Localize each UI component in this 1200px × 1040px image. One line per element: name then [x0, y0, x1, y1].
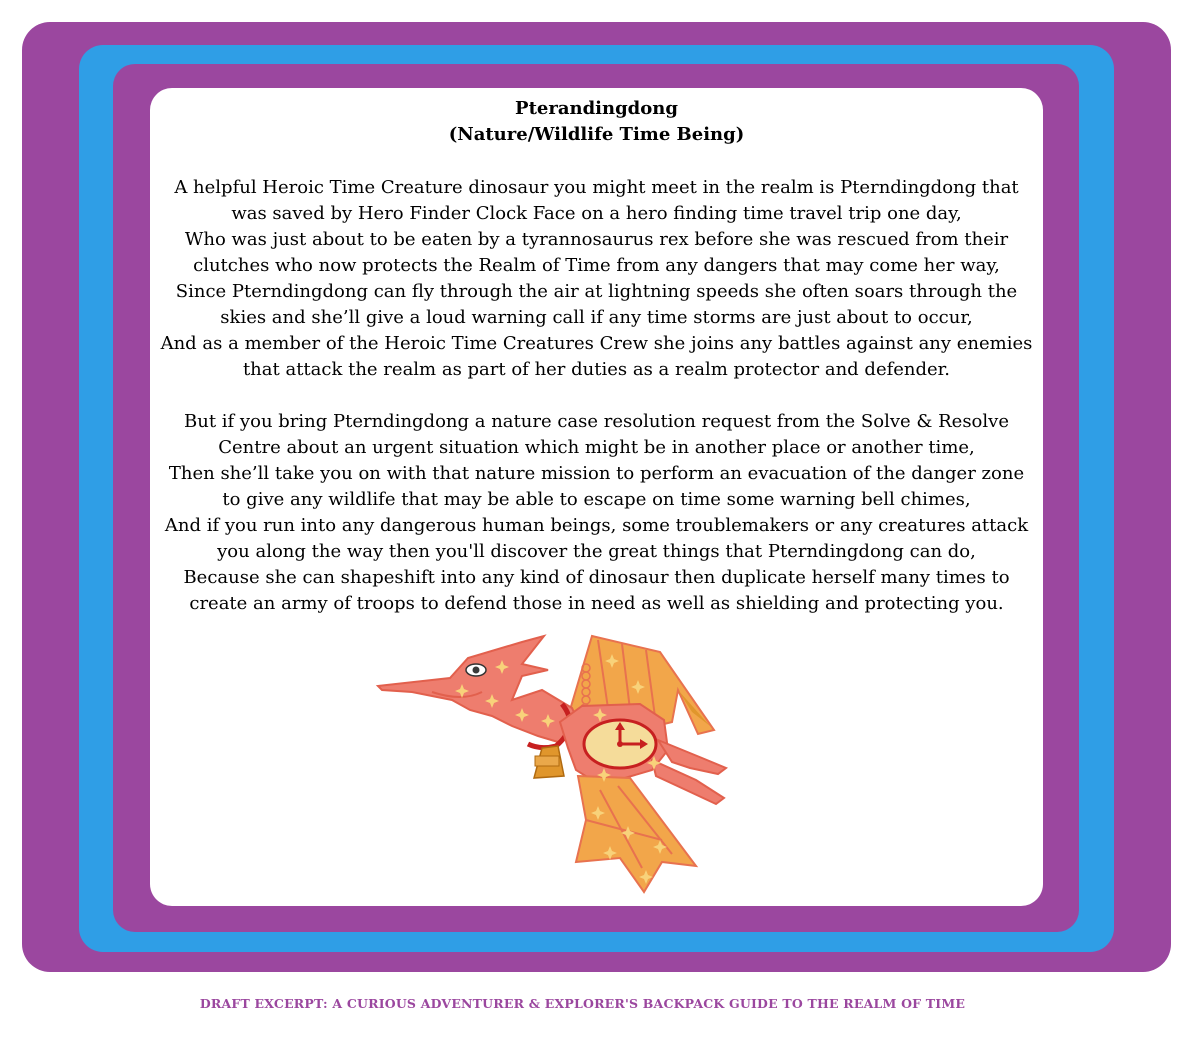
paragraph-line: to give any wildlife that may be able to escape on time some warning bell chimes,	[222, 489, 971, 510]
paragraph-line: Then she’ll take you on with that nature mission to perform an evacuation of the danger zone	[168, 463, 1025, 484]
paragraph-line: you along the way then you'll discover the great things that Pterndingdong can do,	[217, 541, 976, 562]
paragraph-line: And as a member of the Heroic Time Creatures Crew she joins any battles against any enemies	[160, 333, 1033, 354]
bell-icon	[534, 746, 564, 778]
footer-caption: DRAFT EXCERPT: A CURIOUS ADVENTURER & EXPLORER'S BACKPACK GUIDE TO THE REALM OF TIME	[199, 996, 966, 1011]
paragraph-2	[150, 409, 1043, 617]
eye	[466, 664, 486, 676]
card-heading	[150, 96, 1043, 148]
paragraph-1	[150, 175, 1043, 383]
neck-head	[378, 636, 580, 742]
back-legs	[652, 740, 726, 804]
paragraph-line: Since Pterndingdong can fly through the air at lightning speeds she often soars through the	[175, 281, 1018, 302]
paragraph-line: skies and she’ll give a loud warning call if any time storms are just about to occur,	[220, 307, 973, 328]
card-title: Pterandingdong	[515, 98, 678, 119]
paragraph-line: that attack the realm as part of her duties as a realm protector and defender.	[242, 359, 951, 380]
paragraph-line: And if you run into any dangerous human beings, some troublemakers or any creatures attack	[164, 515, 1029, 536]
paragraph-line: was saved by Hero Finder Clock Face on a hero finding time travel trip one day,	[231, 203, 962, 224]
card-subtitle: (Nature/Wildlife Time Being)	[448, 124, 745, 145]
paragraph-line: create an army of troops to defend those in need as well as shielding and protecting you.	[189, 593, 1004, 614]
paragraph-line: Centre about an urgent situation which might be in another place or another time,	[218, 437, 975, 458]
pterodactyl-illustration	[372, 630, 742, 900]
clock-icon	[584, 720, 656, 768]
paragraph-line: A helpful Heroic Time Creature dinosaur you might meet in the realm is Pterndingdong that	[174, 177, 1019, 198]
paragraph-line: Because she can shapeshift into any kind of dinosaur then duplicate herself many times to	[183, 567, 1010, 588]
paragraph-line: Who was just about to be eaten by a tyrannosaurus rex before she was rescued from their	[184, 229, 1009, 250]
paragraph-line: clutches who now protects the Realm of Time from any dangers that may come her way,	[193, 255, 1000, 276]
paragraph-line: But if you bring Pterndingdong a nature case resolution request from the Solve & Resolve	[184, 411, 1009, 432]
